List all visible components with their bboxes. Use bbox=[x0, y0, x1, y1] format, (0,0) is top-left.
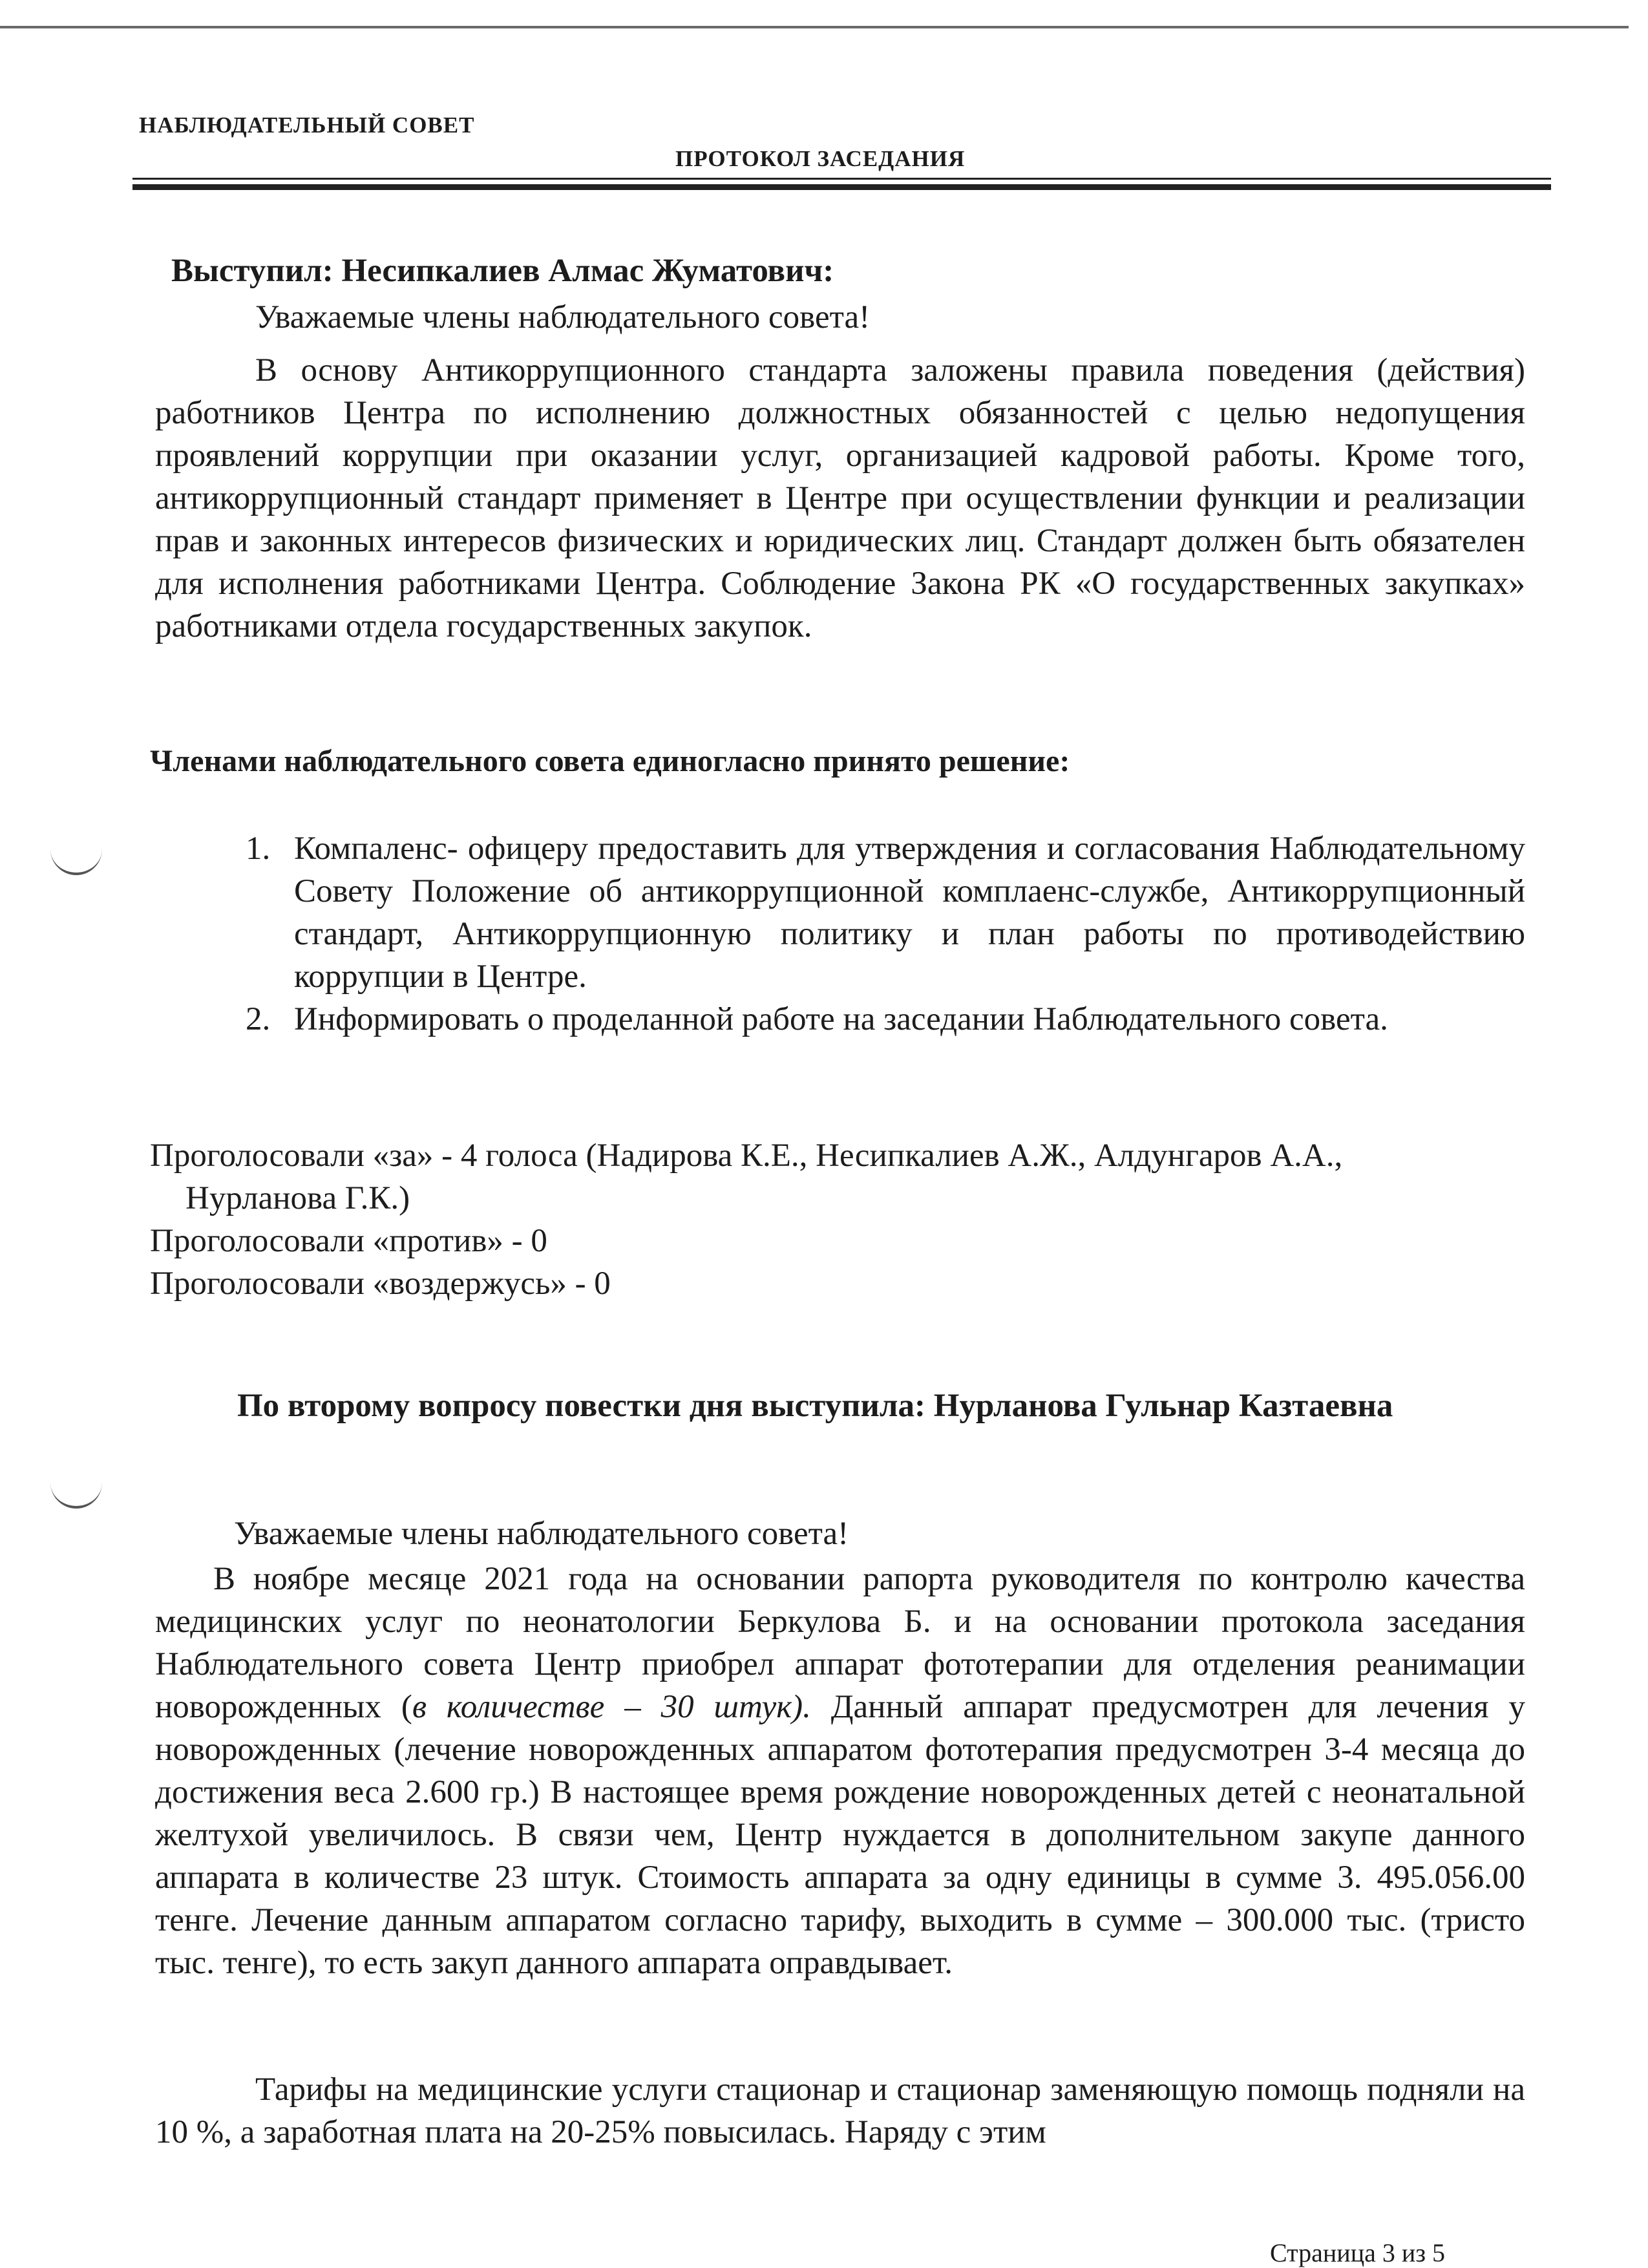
section2-paragraph-1 bbox=[155, 1558, 1525, 1984]
decision-heading: Членами наблюдательного совета единогласно принято решение: bbox=[150, 744, 1070, 778]
decision-item bbox=[246, 827, 1525, 998]
section2-p1-end: Данный аппарат предусмотрен для лечения у новорожденных (лечение новорожденных аппаратом фототерапия предусмотрен 3-4 месяца до достижения веса 2.600 гр.) В настоящее время рождение новорожденных детей с неонатальной желтухой увеличилось. В связи чем, Центр нуждается в дополнительном закупе данного аппарата в количестве 23 штук. Стоимость аппарата за одну единицы в сумме 3. 495.056.00 тенге. Лечение данным аппаратом согласно тарифу, выходить в сумме – 300.000 тыс. (тристо тыс. тенге), то есть закуп данного аппарата оправдывает. bbox=[155, 1689, 1525, 1981]
vote-against: Проголосовали «против» - 0 bbox=[150, 1223, 547, 1259]
greeting-2: Уважаемые члены наблюдательного совета! bbox=[234, 1516, 849, 1552]
decision-item-number: 2. bbox=[246, 1001, 271, 1037]
vote-abstain: Проголосовали «воздержусь» - 0 bbox=[150, 1266, 611, 1302]
decision-item-text: Информировать о проделанной работе на заседании Наблюдательного совета. bbox=[294, 1001, 1388, 1037]
header-divider-thin bbox=[132, 178, 1551, 180]
section2-heading: По второму вопросу повестки дня выступила: Нурланова Гульнар Казтаевна bbox=[237, 1388, 1393, 1424]
header-document-type: ПРОТОКОЛ ЗАСЕДАНИЯ bbox=[675, 146, 966, 171]
speaker-heading: Выступил: Несипкалиев Алмас Жуматович: bbox=[171, 253, 834, 289]
section2-paragraph-2: Тарифы на медицинские услуги стационар и стационар заменяющую помощь подняли на 10 %, а заработная плата на 20-25% повысилась. Наряду с этим bbox=[155, 2072, 1525, 2150]
header-organization: НАБЛЮДАТЕЛЬНЫЙ СОВЕТ bbox=[139, 112, 475, 138]
section2-p1-italic: в количестве – 30 штук). bbox=[412, 1689, 811, 1725]
punch-hole-mark bbox=[50, 847, 102, 875]
scan-edge-line bbox=[0, 26, 1629, 28]
vote-for: Проголосовали «за» - 4 голоса (Надирова К.Е., Несипкалиев А.Ж., Алдунгаров А.А., bbox=[150, 1138, 1343, 1174]
page-number: Страница 3 из 5 bbox=[1270, 2238, 1446, 2267]
punch-hole-mark bbox=[50, 1480, 102, 1509]
decision-item-number: 1. bbox=[246, 831, 271, 867]
greeting-1: Уважаемые члены наблюдательного совета! bbox=[255, 299, 871, 335]
decision-item bbox=[246, 998, 1525, 1041]
vote-results bbox=[150, 1134, 1527, 1305]
decision-list bbox=[246, 827, 1525, 1041]
section1-body: В основу Антикоррупционного стандарта заложены правила поведения (действия) работников Центра по исполнению должностных обязанностей с целью недопущения проявлений коррупции при оказании услуг, организацией кадровой работы. Кроме того, антикоррупционный стандарт применяет в Центре при осуществлении функции и реализации прав и законных интересов физических и юридических лиц. Стандарт должен быть обязателен для исполнения работниками Центра. Соблюдение Закона РК «О государственных закупках» работниками отдела государственных закупок. bbox=[155, 352, 1525, 644]
decision-item-text: Компаленс- офицеру предоставить для утверждения и согласования Наблюдательному Совету Положение об антикоррупционной комплаенс-службе, Антикоррупционный стандарт, Антикоррупционную политику и план работы по противодействию коррупции в Центре. bbox=[294, 831, 1525, 995]
vote-for-continued: Нурланова Г.К.) bbox=[185, 1180, 410, 1216]
header-divider-thick bbox=[132, 184, 1551, 190]
section2-p1-start: В ноябре месяце 2021 года на основании рапорта руководителя по контролю качества медицинских услуг по неонатологии Беркулова Б. и на основании протокола заседания Наблюдательного совета Центр приобрел аппарат фототерапии для отделения реанимации новорожденных ( bbox=[155, 1561, 1525, 1725]
